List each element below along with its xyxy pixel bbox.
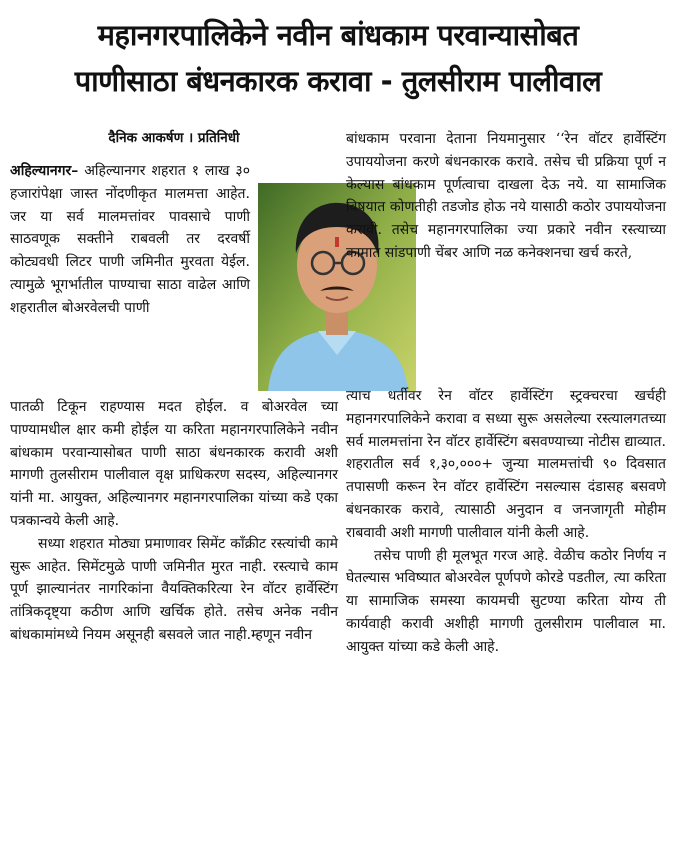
headline-line-1: महानगरपालिकेने नवीन बांधकाम परवान्यासोबत — [97, 18, 579, 52]
byline: दैनिक आकर्षण । प्रतिनिधी — [108, 130, 240, 146]
headline-line-2: पाणीसाठा बंधनकारक करावा - तुलसीराम पालीवाल — [74, 64, 602, 98]
paragraph: पातळी टिकून राहण्यास मदत होईल. व बोअरवेल च्या पाण्यामधील क्षार कमी होईल या करिता महानगरपालिकेने नवीन बांधकाम परवान्यासोबत पाणी साठा बंधनकारक करावी अशी मागणी तुलसीराम पालीवाल वृक्ष प्राधिकरण सदस्य, अहिल्यानगर यांनी मा. आयुक्त, अहिल्यानगर महानगरपालिका यांच्या कडे एका पत्रकान्वये केली आहे. — [10, 399, 338, 529]
headline — [8, 12, 668, 104]
paragraph: बांधकाम परवाना देताना नियमानुसार ‘‘रेन वॉटर हार्वेस्टिंग उपाययोजना करणे बंधनकारक करावे. तसेच ची प्रक्रिया पूर्ण न केल्यास बांधकाम पूर्णत्वाचा दाखला देऊ नये. या सामाजिक विषयात कोणतीही तडजोड होऊ नये यासाठी कठोर उपाययोजना करावी. तसेच महानगरपालिका ज्या प्रकारे नवीन रस्त्याच्या कामात सांडपाणी चेंबर आणि नळ कनेक्शनचा खर्च करते, — [346, 131, 666, 261]
article-column-1-bottom — [10, 396, 338, 647]
article-column-2-top — [346, 128, 666, 265]
paragraph: सध्या शहरात मोठ्या प्रमाणावर सिमेंट काँक्रीट रस्त्यांची कामे सुरू आहेत. सिमेंटमुळे पाणी जमिनीत मुरत नाही. रस्त्याचे काम पूर्ण झाल्यानंतर नागरिकांना वैयक्तिकरित्या रेन वॉटर हार्वेस्टिंग तांत्रिकदृष्ट्या कठीण आणि खर्चिक होते. तसेच अनेक नवीन बांधकामांमध्ये नियम असूनही बसवले जात नाही.म्हणून नवीन — [10, 535, 338, 643]
article-column-1-top — [10, 160, 250, 320]
article-column-2-bottom — [346, 385, 666, 659]
paragraph: त्याच धर्तीवर रेन वॉटर हार्वेस्टिंग स्ट्रक्चरचा खर्चही महानगरपालिकेने करावा व सध्या सुरू असलेल्या रस्त्यालगतच्या सर्व मालमत्तांना रेन वॉटर हार्वेस्टिंग बसवण्याच्या नोटीस द्याव्यात. शहरातील सर्व १,३०,०००+ जुन्या मालमत्तांची ९० दिवसात तपासणी करून रेन वॉटर हार्वेस्टिंग नसल्यास दंडासह बसवणे बंधनकारक करावे, त्यासाठी अनुदान व जनजागृती मोहीम राबवावी अशी मागणी पालीवाल यांनी केली आहे. — [346, 388, 666, 541]
paragraph: तसेच पाणी ही मूलभूत गरज आहे. वेळीच कठोर निर्णय न घेतल्यास भविष्यात बोअरवेल पूर्णपणे कोरडे पडतील, त्या करिता या सामाजिक समस्या कायमची सुटण्या करिता योग्य ती कार्यवाही करावी अशीही मागणी तुलसीराम पालीवाल मा. आयुक्त यांच्या कडे केली आहे. — [346, 547, 666, 655]
paragraph-text: अहिल्यानगर शहरात १ लाख ३० हजारांपेक्षा जास्त नोंदणीकृत मालमत्ता आहेत. जर या सर्व मालमत्तांवर पावसाचे पाणी साठवणूक सक्तीने राबवली तर दरवर्षी कोट्यवधी लिटर पाणी जमिनीत मुरवता येईल. त्यामुळे भूगर्भातील पाण्याचा साठा वाढेल आणि शहरातील बोअरवेलची पाणी — [10, 163, 250, 316]
article-paragraph-1-start — [10, 160, 250, 320]
dateline: अहिल्यानगर– — [10, 163, 79, 179]
